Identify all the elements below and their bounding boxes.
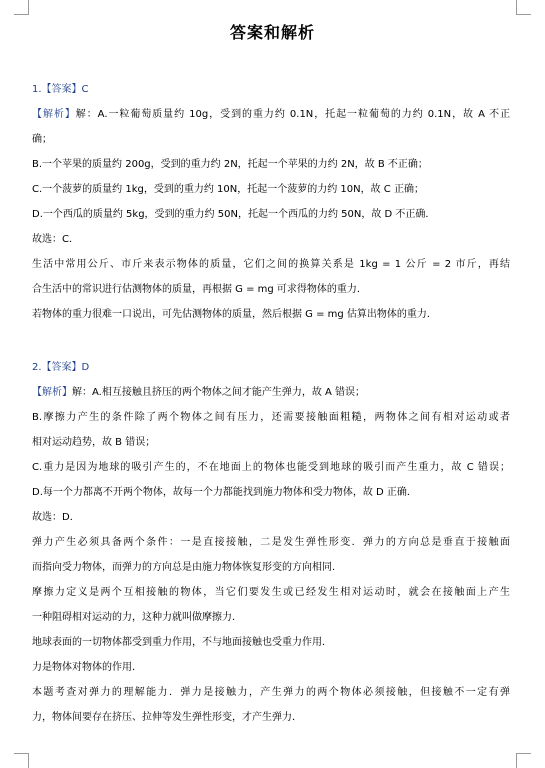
question-2-analysis-line: 故选：D．	[32, 512, 80, 523]
question-2-analysis-line: 【解析】解：A.相互接触且挤压的两个物体之间才能产生弹力，故 A 错误；	[32, 387, 366, 398]
analysis-label: 【解析】	[32, 387, 72, 398]
page-corner-mark	[516, 0, 531, 15]
question-1-answer: 1.【答案】C	[32, 84, 89, 95]
question-1-analysis-line: 确；	[32, 134, 52, 145]
question-2-analysis-line: C.重力是因为地球的吸引产生的，不在地面上的物体也能受到地球的吸引而产生重力，故 C 错误；	[32, 462, 510, 473]
question-2-analysis-line: D.每一个力都离不开两个物体，故每一个力都能找到施力物体和受力物体，故 D 正确．	[32, 487, 417, 498]
question-1-analysis-line: 若物体的重力很难一口说出，可先估测物体的质量，然后根据 G = mg 估算出物体的重力．	[32, 309, 437, 320]
page-corner-mark	[14, 0, 29, 15]
question-1-analysis-line: 【解析】解：A.一粒葡萄质量约 10g，受到的重力约 0.1N，托起一粒葡萄的力约 0.1N，故 A 不正	[32, 109, 510, 120]
page-corner-mark	[14, 753, 29, 768]
question-1-analysis-line: 故选：C．	[32, 234, 79, 245]
question-2-analysis-line: 而指向受力物体，而弹力的方向总是由施力物体恢复形变的方向相同．	[32, 562, 342, 573]
question-1-analysis-line: B.一个苹果的质量约 200g，受到的重力约 2N，托起一个苹果的力约 2N，故 B 不正确；	[32, 159, 428, 170]
question-2-analysis-line: 弹力产生必须具备两个条件：一是直接接触，二是发生弹性形变．弹力的方向总是垂直于接触面	[32, 537, 510, 548]
question-2-analysis-line: 地球表面的一切物体都受到重力作用，不与地面接触也受重力作用．	[32, 637, 332, 648]
question-1-analysis-line: D.一个西瓜的质量约 5kg，受到的重力约 50N，托起一个西瓜的力约 50N，故 D 不正确．	[32, 209, 436, 220]
question-2-analysis-line: 力是物体对物体的作用．	[32, 662, 142, 673]
document-body	[32, 77, 510, 730]
question-1-analysis-line: C.一个菠萝的质量约 1kg，受到的重力约 10N，托起一个菠萝的力约 10N，故 C 正确；	[32, 184, 424, 195]
section-spacer	[32, 327, 510, 355]
question-2-answer: 2.【答案】D	[32, 362, 90, 373]
analysis-label: 【解析】	[32, 109, 76, 120]
question-2-analysis-line: 本题考查对弹力的理解能力．弹力是接触力，产生弹力的两个物体必须接触，但接触不一定有弹	[32, 687, 510, 698]
question-2-analysis-line: 摩擦力定义是两个互相接触的物体，当它们要发生或已经发生相对运动时，就会在接触面上产生	[32, 587, 510, 598]
question-2-analysis-line: 相对运动趋势，故 B 错误；	[32, 437, 156, 448]
page-title: 答案和解析	[229, 23, 315, 42]
question-2-analysis-line: 力，物体间要存在挤压、拉伸等发生弹性形变，才产生弹力．	[32, 712, 302, 723]
question-1-analysis-line: 生活中常用公斤、市斤来表示物体的质量，它们之间的换算关系是 1kg = 1 公斤 = 2 市斤，再结	[32, 259, 510, 270]
question-2-analysis-line: 一种阻碍相对运动的力，这种力就叫做摩擦力．	[32, 612, 242, 623]
question-1-analysis-line: 合生活中的常识进行估测物体的质量，再根据 G = mg 可求得物体的重力．	[32, 284, 367, 295]
page-corner-mark	[516, 753, 531, 768]
question-2-analysis-line: B.摩擦力产生的条件除了两个物体之间有压力，还需要接触面粗糙，两物体之间有相对运动或者	[32, 412, 510, 423]
